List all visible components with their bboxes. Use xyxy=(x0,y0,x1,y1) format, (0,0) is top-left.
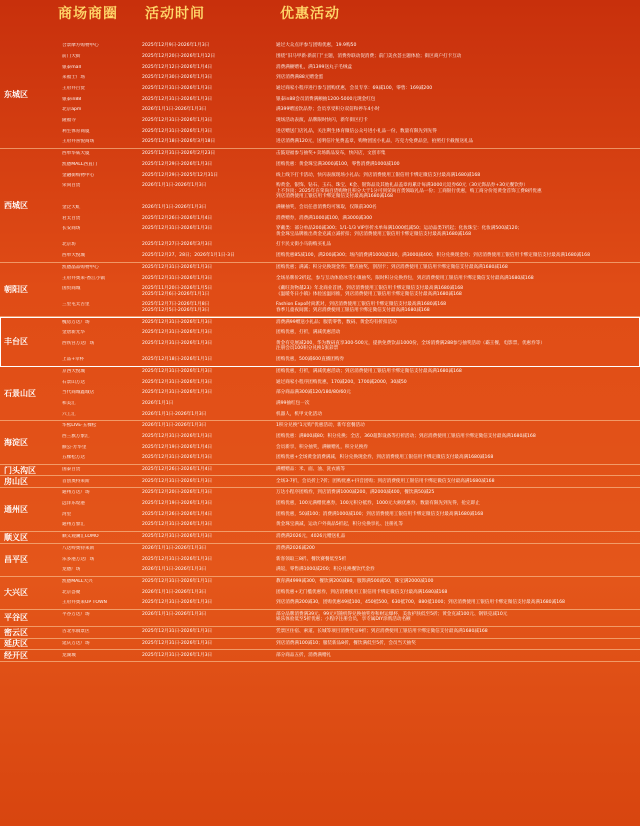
table-row xyxy=(62,453,640,464)
district-name: 门头沟区 xyxy=(4,465,36,475)
mall-name-cell: 龙德广场 xyxy=(62,567,81,573)
offer-cell: 银泰in88会员消费满额抽1200-5000元现金红包 xyxy=(276,96,376,102)
table-row xyxy=(62,499,640,510)
time-cell: 2026年1月1日-2026年1月3日 xyxy=(142,107,207,113)
offer-cell: 通过商家小程序进行参与团购优惠，会员专享：69减100，零售：169减200 xyxy=(276,86,433,92)
table-row xyxy=(62,510,640,521)
header-time: 活动时间 xyxy=(145,6,205,22)
table-row xyxy=(62,203,640,214)
offer-cell: 消费满99赠送小礼品；服装零售，数码、黄金均有折扣活动 xyxy=(276,319,397,325)
mall-name-cell: 平谷万达广场 xyxy=(62,611,90,617)
offer-cell: 购黄金、银饰、钻石、玉石、珠宝、K金、银饰品及其他礼品盖章再累计每满3000元返券60元（30元饰品券+30元餐饮券） 上不封顶；2025年在荣尚百货购物且积分大于1分可到荣尚百货领取礼品一份；工商银行优惠，购工商分价宽黄金首饰工费8折优惠 到店消费使用工银信用卡绑定微信支付最高满1680减168 xyxy=(276,183,542,200)
mall-name-cell: 古北水镇景区 xyxy=(62,629,90,635)
offer-cell: 《戴旺劲物越23》年北商业首展，到店消费使用工银信用卡绑定微信支付最高满1680减168 《温暖冬日小镇》体验送温同推，到店消费使用工银信用卡绑定微信支付最高满1680减168 xyxy=(276,286,464,297)
offer-cell: 消费满2026减200 xyxy=(276,545,315,551)
district-section xyxy=(0,577,640,610)
time-cell: 2026年1月1日-2026年1月3日 xyxy=(142,611,207,617)
district-section xyxy=(0,149,640,263)
offer-cell: 到店消费满100减10；服装新品8折，餐饮满低至5折，会员当天抽奖 xyxy=(276,640,416,646)
offer-cell: 消费满额赠礼，满1399送丸子毛绒盒 xyxy=(276,64,353,70)
table-row xyxy=(62,84,640,95)
mall-name-cell: 荣尚百货 xyxy=(62,183,81,189)
table-row xyxy=(62,105,640,116)
mall-name-cell: 颐公·芳华里 xyxy=(62,444,87,450)
table-row xyxy=(62,149,640,160)
mall-name-cell: 通州万达广场 xyxy=(62,490,90,496)
mall-name-cell: 利生体育商厦 xyxy=(62,128,90,134)
time-cell: 2025年12月31日-2026年1月3日 xyxy=(142,275,213,281)
district-name: 西城区 xyxy=(4,200,28,210)
table-row xyxy=(62,273,640,284)
offer-cell: 团购优惠，打折，满减优惠活动；到店消费使用工银信用卡绑定微信支付最高满1680减168 xyxy=(276,368,462,374)
table-row xyxy=(62,388,640,399)
mall-name-cell: 国泰百货 xyxy=(62,467,81,473)
mall-name-cell: 合景摩方购物中心 xyxy=(62,43,99,49)
mall-name-cell: 来福士广场 xyxy=(62,75,85,81)
district-name: 密云区 xyxy=(4,627,28,637)
time-cell: 2025年12月12日-2026年1月4日 xyxy=(142,64,213,70)
time-cell: 2025年12月31日-2026年1月3日 xyxy=(142,379,213,385)
district-section xyxy=(0,627,640,639)
mall-name-cell: 龙湖城 xyxy=(62,652,76,658)
mall-name-cell: 当代商城鑫城店 xyxy=(62,390,95,396)
offer-cell: 满额抽奖，会员任意消费均可领取，仅限前300名 xyxy=(276,204,377,210)
mall-name-cell: 和美汇 xyxy=(62,400,76,406)
mall-name-cell: 金唐新光华 xyxy=(62,330,85,336)
offer-cell: 团购优惠，100元满赠优惠券，100元积分抵券，1000元大额优惠券，数量有限先到先得，抢完即止 xyxy=(276,501,480,507)
table-row xyxy=(62,577,640,588)
offer-cell: 团购优惠85减100，满200减300；场内消费满1000减100，满3000减400；积分兑换现金券；到店消费使用工银信用卡绑定微信支付最高满1680减168 xyxy=(276,253,591,259)
time-cell: 2026年1月1日 xyxy=(142,400,174,406)
offer-cell: 教育满4999减300，餐饮满200减80，服饰满500减50，珠宝满2000减100 xyxy=(276,578,434,584)
table-row xyxy=(62,339,640,355)
mall-name-cell: 西单大悦城 xyxy=(62,253,85,259)
table-row xyxy=(62,284,640,300)
mall-name-cell: 延庆万达广场 xyxy=(62,640,90,646)
time-cell: 2025年12月27、28日；2026年1月1日-3日 xyxy=(142,253,235,259)
time-cell: 2025年12月31日-2026年1月3日 xyxy=(142,86,213,92)
district-name: 朝阳区 xyxy=(4,284,28,294)
offer-cell: 围绕“旧马甲新·新前门”主题，消费券联动促消费；前门美食荟主题体验；街区商户打卡互动 xyxy=(276,53,462,59)
mall-name-cell: 华熙LIVE·五棵松 xyxy=(62,423,97,429)
mall-name-cell: 槐房万达广场 xyxy=(62,319,90,325)
time-cell: 2025年12月27日-2026年3月3日 xyxy=(142,242,213,248)
time-cell: 2025年12月31日-2026年1月1日 xyxy=(142,578,213,584)
time-cell: 2025年12月29日-2026年1月3日 xyxy=(142,161,213,167)
time-cell: 2025年12月31日-2026年1月3日 xyxy=(142,433,213,439)
offer-cell: 消费赠券，消费满1000减100，满3000减300 xyxy=(276,215,373,221)
table-row xyxy=(62,251,640,262)
table-row xyxy=(62,127,640,138)
offer-cell: 黄金有克展减200，华为数码直享300-500元，提供免费饮品1000份，全场消费满288参与抽奖活动（霸王餐，电影票，优惠券等） 注册会员100积分兑换1张彩票 xyxy=(276,340,545,352)
district-name: 平谷区 xyxy=(4,613,28,623)
table-row xyxy=(62,94,640,105)
offer-cell: 进店消费满120元，送明信片免费盖章，购物团送小礼品，巧克力免费品尝，拍照打卡截图送礼品 xyxy=(276,139,474,145)
district-section xyxy=(0,41,640,149)
time-cell: 2025年12月31日-2026年1月3日 xyxy=(142,629,213,635)
mall-name-cell: 北京坊 xyxy=(62,242,76,248)
offer-cell: 现场活动表演，品牌限时快闪，新年街区打卡 xyxy=(276,118,368,124)
mall-name-cell: 北京apm xyxy=(62,107,82,113)
offer-cell: 黄金珠宝满减，运动户外商品5折起，积分兑换享礼、注册礼等 xyxy=(276,522,403,528)
time-cell: 2025年12月29日-2025年12月31日 xyxy=(142,172,218,178)
district-section xyxy=(0,465,640,477)
header-mall: 商场商圈 xyxy=(58,6,118,22)
time-cell: 2025年12月31日-2026年1月3日 xyxy=(142,96,213,102)
district-name: 昌平区 xyxy=(4,555,28,565)
district-name: 经开区 xyxy=(4,651,28,661)
table-header xyxy=(0,0,640,30)
table-row xyxy=(62,367,640,378)
offer-cell: 线上线下打卡活动，快闪表演现场小礼品；到店消费使用工银信用卡绑定微信支付最高满1680减168 xyxy=(276,172,481,178)
offer-cell: 通过商家小程序团购优惠，170减200，1700减2000，30减50 xyxy=(276,379,407,385)
offer-cell: 满返，零售满1000减200；积分兑换餐饮代金券 xyxy=(276,567,375,573)
offer-cell: 万达小程序团购券，到店消费满1000减200，满2000减400，餐饮满50减25 xyxy=(276,490,435,496)
time-cell: 2025年12月31日-2026年2月23日 xyxy=(142,151,216,157)
offer-cell: 团购优惠+无门槛优惠券，到店消费使用工银信用卡绑定微信支付最高满1680减168 xyxy=(276,589,448,595)
offer-cell: 部分商品五折，消费满赠礼 xyxy=(276,652,332,658)
time-cell: 2025年12月31日-2026年1月3日 xyxy=(142,455,213,461)
mall-name-cell: 君太百货 xyxy=(62,215,81,221)
time-cell: 2025年12月31日-2026年1月3日 xyxy=(142,600,213,606)
time-cell: 2026年1月1日-2026年1月3日 xyxy=(142,183,207,189)
offer-cell: 全场吊牌价2折起，参与互动体验冰雪小镇抽奖，限时积分兑换券包，到店消费使用工银信用卡绑定微信支付最高满1680减168 xyxy=(276,275,534,281)
table-row xyxy=(62,544,640,555)
table-row xyxy=(62,399,640,410)
mall-name-cell: 凯德晶品购物中心 xyxy=(62,264,99,270)
table-row xyxy=(62,598,640,609)
table-row xyxy=(62,639,640,650)
table-row xyxy=(62,587,640,598)
table-row xyxy=(62,62,640,73)
time-cell: 2025年12月31日-2026年1月3日 xyxy=(142,390,213,396)
mall-name-cell: 西单华威大厦 xyxy=(62,151,90,157)
district-name: 延庆区 xyxy=(4,639,28,649)
time-cell: 2025年12月31日-2026年1月3日 xyxy=(142,522,213,528)
table-row xyxy=(62,442,640,453)
district-name: 房山区 xyxy=(4,477,28,487)
table-row xyxy=(62,300,640,316)
district-section xyxy=(0,650,640,662)
table-row xyxy=(62,160,640,171)
mall-name-cell: 隆福寺 xyxy=(62,118,76,124)
table-row xyxy=(62,409,640,420)
table-row xyxy=(62,73,640,84)
time-cell: 2025年12月31日-2026年1月3日 xyxy=(142,368,213,374)
time-cell: 2025年12月31日-2026年1月3日 xyxy=(142,640,213,646)
district-section xyxy=(0,263,640,318)
table-row xyxy=(62,650,640,661)
time-cell: 2025年12月31日-2026年1月3日 xyxy=(142,556,213,562)
time-cell: 2025年12月18日-2026年3月18日 xyxy=(142,139,216,145)
offer-cell: 满99抽红包一次 xyxy=(276,400,310,406)
time-cell: 2025年12月20日-2026年1月12日 xyxy=(142,53,216,59)
time-cell: 2025年12月31日-2026年1月3日 xyxy=(142,226,213,232)
offer-cell: 穿戴类：部分单品200减300；1/1-1/3 VIP享折水单每满1000低减50；运动品类7折起；化妆珠宝：化妆满500减120； 黄金珠宝品牌推出黄金克减立减折扣；到店消费使用工银信用卡绑定微信支付最高满1680减168 xyxy=(276,226,523,237)
offer-cell: 团购优惠，打折，满减优惠活动 xyxy=(276,330,341,336)
district-section xyxy=(0,421,640,465)
time-cell: 2026年1月1日-2026年1月3日 xyxy=(142,204,207,210)
offer-cell: 进店赠送门店礼品，关注利生体育微信公众号进小礼品一份，数量有限先到先得 xyxy=(276,128,437,134)
mall-name-cell: 国贸商城 xyxy=(62,286,81,292)
table-row xyxy=(62,627,640,638)
offer-cell: 团购优惠，50减100；消费满1000减100；到店消费使用工银信用卡绑定微信支付最高满1680减168 xyxy=(276,511,484,517)
table-row xyxy=(62,41,640,52)
mall-name-cell: 凯德MALL西直门 xyxy=(62,161,98,167)
time-cell: 2025年12月19日-2026年1月4日 xyxy=(142,444,213,450)
table-row xyxy=(62,355,640,366)
time-cell: 2025年11月20日-2026年1月5日 2025年12月6日-2026年1月1日 xyxy=(142,286,213,297)
time-cell: 2025年12月26日-2026年1月4日 xyxy=(142,215,213,221)
offer-cell: 团购优惠+全场黄金消费满减，积分兑换现金券，到店消费使用工银信用卡绑定微信支付最高满1680减168 xyxy=(276,455,494,461)
mall-name-cell: 六工汇 xyxy=(62,411,76,417)
mall-name-cell: 长安商场 xyxy=(62,226,81,232)
table-row xyxy=(62,170,640,181)
time-cell: 2025年12月18日-2026年1月1日 xyxy=(142,357,213,363)
offer-cell: 通过大众点评参与团购优惠，19.9购50 xyxy=(276,43,357,49)
table-row xyxy=(62,213,640,224)
time-cell: 2025年12月31日-2026年1月3日 xyxy=(142,478,213,484)
district-section xyxy=(0,367,640,421)
time-cell: 2025年12月31日-2026年1月3日 xyxy=(142,534,213,540)
table-row xyxy=(62,317,640,328)
mall-name-cell: 五棵松万达 xyxy=(62,455,85,461)
district-name: 丰台区 xyxy=(4,336,28,346)
district-name: 海淀区 xyxy=(4,437,28,447)
offer-cell: 新客领取三8折、餐饮赛餐低至5折 xyxy=(276,556,347,562)
offer-cell: 团购优惠：满800减80；积分兑换；全店，360超影设备等打折活动；到店消费使用工银信用卡绑定微信支付最高满1680减168 xyxy=(276,433,536,439)
offer-cell: 1积分兑换“1元购”优惠活动，新年套餐活动 xyxy=(276,423,365,429)
table-row xyxy=(62,565,640,576)
mall-name-cell: 湾里 xyxy=(62,511,72,517)
mall-name-cell: 王府井百货 xyxy=(62,86,85,92)
mall-name-cell: 上品+幸杯 xyxy=(62,357,85,363)
mall-name-cell: 北京荟聚 xyxy=(62,589,81,595)
table-row xyxy=(62,116,640,127)
offer-cell: 部分品牌消费满39元、99元可随机得兑换抽奖券和财运爆杯，美妆护肤低至5折；黄金克减100元、钢铁克减10元 娱乐体验低至5折优惠；小程序注册会员，享专属DIY涂鸦活动名额 xyxy=(276,611,508,623)
district-section xyxy=(0,639,640,651)
offer-cell: 机器人，机甲文化活动 xyxy=(276,411,322,417)
mall-name-cell: 西铁宫万达广场 xyxy=(62,340,95,346)
mall-name-cell: 顺义观澜汇LOMO xyxy=(62,534,99,540)
table-row xyxy=(62,432,640,443)
mall-name-cell: 通州万象汇 xyxy=(62,522,85,528)
time-cell: 2025年12月30日-2026年1月3日 xyxy=(142,75,213,81)
time-cell: 2025年12月31日-2026年1月3日 xyxy=(142,118,213,124)
mall-name-cell: 金泛天虹 xyxy=(62,204,81,210)
district-name: 东城区 xyxy=(4,89,28,99)
mall-name-cell: 首创奥特莱斯 xyxy=(62,478,90,484)
district-name: 顺义区 xyxy=(4,532,28,542)
header-offer: 优惠活动 xyxy=(280,6,340,22)
offer-cell: 团购优惠：黄金珠宝满3000减100，零售消费满1000减100 xyxy=(276,161,400,167)
mall-name-cell: 银泰mall xyxy=(62,64,82,70)
offer-cell: 消费满2026元，4026元赠送礼品 xyxy=(276,534,346,540)
mall-name-cell: 王府井奥莱UP TOWN xyxy=(62,600,107,606)
mall-name-cell: 石景山万达 xyxy=(62,379,85,385)
mall-name-cell: 八达岭奥特莱斯 xyxy=(62,545,95,551)
time-cell: 2025年12月31日-2026年1月3日 xyxy=(142,128,213,134)
district-section xyxy=(0,317,640,366)
table-row xyxy=(62,465,640,476)
offer-cell: 团购优惠；满减；积分兑换现金券；整点抽奖，刮刮卡；到店消费使用工银信用卡绑定微信支付最高满1680减168 xyxy=(276,264,508,270)
offer-cell: 会员新享，积分抽奖，满额赠礼，积分兑换券 xyxy=(276,444,368,450)
time-cell: 2026年1月1日-2026年1月3日 xyxy=(142,589,207,595)
table-row xyxy=(62,181,640,203)
time-cell: 2025年12月19日-2026年1月3日 xyxy=(142,501,213,507)
offer-cell: 打卡民文街小马驹购买礼品 xyxy=(276,242,332,248)
district-name: 大兴区 xyxy=(4,588,28,598)
table-row xyxy=(62,554,640,565)
offer-cell: 满399赠送饮品券；会员享受积分双倍和停车4小时 xyxy=(276,107,380,113)
offer-cell: 全场3-7折，会员折上7折；团购优惠+抖音团购；到店消费使用工银信用卡绑定微信支付最高满1680减168 xyxy=(276,478,495,484)
offer-cell: 凭景区住宿、索道、长城等项目消费凭证9折；到店消费使用工银信用卡绑定微信支付最高满1680减168 xyxy=(276,629,488,635)
mall-name-cell: 金融街购物中心 xyxy=(62,172,95,178)
table-row xyxy=(62,377,640,388)
district-section xyxy=(0,476,640,488)
time-cell: 2026年1月1日-2026年1月3日 xyxy=(142,423,207,429)
district-section xyxy=(0,610,640,627)
time-cell: 2026年1月1日-2026年1月3日 xyxy=(142,545,207,551)
offer-cell: 部分商品满300减120/180/80/60元 xyxy=(276,390,351,396)
offer-cell: Fashion Expo时尚派对，到店消费使用工银信用卡绑定微信支付最高满1680减168 春季儿童夜间派；到店消费使用工银信用卡绑定微信支付最高满1680减168 xyxy=(276,302,447,313)
mall-name-cell: 乐多港万达广场 xyxy=(62,556,95,562)
time-cell: 2025年12月26日-2026年1月4日 xyxy=(142,467,213,473)
district-section xyxy=(0,544,640,577)
table-row xyxy=(62,52,640,63)
mall-name-cell: 远洋乐堤港 xyxy=(62,501,85,507)
offer-cell: 击鼓迎福参与抽奖+卖场新品发布，快闪店，文创市集 xyxy=(276,151,386,157)
offer-cell: 团购优惠，500减600直播团购券 xyxy=(276,357,345,363)
district-name: 石景山区 xyxy=(4,388,36,398)
table-row xyxy=(62,476,640,487)
mall-name-cell: 王府井奥莱-香江小镇 xyxy=(62,275,106,281)
time-cell: 2025年12月31日-2026年1月3日 xyxy=(142,319,213,325)
mall-name-cell: 三里屯太古里 xyxy=(62,302,90,308)
time-cell: 2025年12月31日-2026年1月3日 xyxy=(142,264,213,270)
district-section xyxy=(0,488,640,532)
table-row xyxy=(62,263,640,274)
mall-name-cell: 银泰in88 xyxy=(62,96,82,102)
table-row xyxy=(62,421,640,432)
time-cell: 2026年1月1日-2026年1月3日 xyxy=(142,411,207,417)
table-row xyxy=(62,610,640,626)
time-cell: 2025年12月9日-2026年1月3日 xyxy=(142,43,210,49)
district-name: 通州区 xyxy=(4,505,28,514)
time-cell: 2025年12月31日-2026年1月3日 xyxy=(142,340,213,346)
table-row xyxy=(62,520,640,531)
time-cell: 2025年12月20日-2026年1月3日 xyxy=(142,490,213,496)
table-row xyxy=(62,224,640,240)
time-cell: 2025年12月31日-2026年1月3日 xyxy=(142,652,213,658)
time-cell: 2025年12月7日-2026年1月8日 2025年12月5日-2026年1月3日 xyxy=(142,302,210,313)
mall-name-cell: 京西大悦城 xyxy=(62,368,85,374)
table-row xyxy=(62,488,640,499)
table-row xyxy=(62,137,640,148)
table-row xyxy=(62,328,640,339)
table-row xyxy=(62,532,640,543)
mall-name-cell: 王府井喜悦商场 xyxy=(62,139,95,145)
offer-cell: 到店消费满88元赠金蛋 xyxy=(276,75,324,81)
time-cell: 2025年12月26日-2026年1月4日 xyxy=(142,511,213,517)
mall-name-cell: 西三旗万象汇 xyxy=(62,433,90,439)
time-cell: 2026年1月1日-2026年1月3日 xyxy=(142,567,207,573)
time-cell: 2025年12月31日-2026年1月3日 xyxy=(142,330,213,336)
district-section xyxy=(0,532,640,544)
offer-cell: 到店消费满200减30，团购优惠49抵100，450抵500，630抵700，880抵1000；到店消费使用工银信用卡绑定微信支付最高满1680减168 xyxy=(276,600,565,606)
mall-name-cell: 前门大街 xyxy=(62,53,81,59)
offer-cell: 满赠赠品：米、面、油、洗衣液等 xyxy=(276,467,345,473)
table-row xyxy=(62,240,640,251)
district-table xyxy=(0,41,640,662)
mall-name-cell: 凯德MALL大兴 xyxy=(62,578,93,584)
